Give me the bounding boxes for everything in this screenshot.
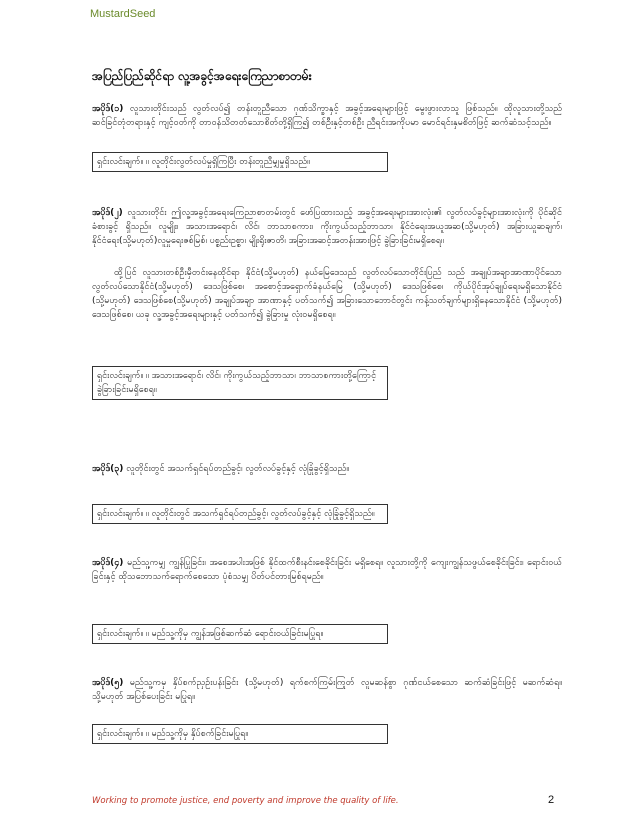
article-3 <box>92 462 562 476</box>
article-text: မည်သူ့ကမှ နှိပ်စက်ညှဉ်းပန်းခြင်း (သို့မဟုတ်) ရက်စက်ကြမ်းကြုတ် လူမဆန်စွာ ဂုဏ်ငယ်စေသော ဆက်ဆံခြင်းဖြင့် မဆက်ဆံရ။ သို့မဟုတ် အပြစ်ပေးခြင်း မပြုရ။ <box>92 678 562 702</box>
article-label: အပိုဒ်(၂) <box>92 208 123 218</box>
brand-logo-text: MustardSeed <box>90 8 156 20</box>
article-text: လူသားတိုင်း ဤလူ့အခွင့်အရေးကြေညာစာတမ်းတွင် ဖော်ပြထားသည့် အခွင့်အရေးများအားလုံး၏ လွတ်လပ်ခွင့်များအားလုံးကို ပိုင်ဆိုင်ခံစားခွင့် ရှိသည်။ လူမျိုး၊ အသားအရောင်၊ လိင်၊ ဘာသာစကား၊ ကိုးကွယ်သည့်ဘာသာ၊ နိုင်ငံရေးအယူအဆ(သို့မဟုတ်) အခြားယူဆချက်၊ နိုင်ငံရေး(သို့မဟုတ်)လူမှုရေးဇစ်မြစ်၊ ပစ္စည်းဥစ္စာ၊ မျိုးရိုးဇာတိ၊ အခြားအဆင့်အတန်းအားဖြင့် ခွဲခြားခြင်းမရှိစေရ။ <box>92 208 562 246</box>
article-text: လူတိုင်းတွင် အသက်ရှင်ရပ်တည်ခွင့်၊ လွတ်လပ်ခွင့်နှင့် လုံခြုံခွင့်ရှိသည်။ <box>126 464 350 474</box>
article-text: မည်သူ့ကမျှ ကျွန်ပြုခြင်း၊ အစေအပါးအဖြစ် နိုင်ထက်စီးနင်းစေခိုင်းခြင်း မရှိစေရ။ လူသားတို့ကို ကျေးကျွန်သဖွယ်စေခိုင်းခြင်း၊ ရောင်းဝယ်ခြင်းနှင့် ထိုသဘောသက်ရောက်စေသော ပုံစံသမျှ ပိတ်ပင်တားမြစ်ရမည်။ <box>92 558 562 582</box>
footer-tagline: Working to promote justice, end poverty and improve the quality of life. <box>92 796 399 806</box>
summary-box-3: ရှင်းလင်းချက်။ ။ လူတိုင်းတွင် အသက်ရှင်ရပ်တည်ခွင့်၊ လွတ်လပ်ခွင့်နှင့် လုံခြုံခွင့်ရှိသည်။ <box>92 504 388 524</box>
summary-box-2: ရှင်းလင်းချက်။ ။ အသားအရောင်၊ လိင်၊ ကိုးကွယ်သည့်ဘာသာ၊ ဘာသာစကားတို့ကြောင့် ခွဲခြားခြင်းမရှိစေရ။ <box>92 366 388 400</box>
article-label: အပိုဒ်(၅) <box>92 678 124 688</box>
article-label: အပိုဒ်(၁) <box>92 104 124 114</box>
page-number: 2 <box>548 794 555 806</box>
article-2 <box>92 206 562 248</box>
article-5 <box>92 676 562 704</box>
article-text: လူသားတိုင်းသည် လွတ်လပ်၍ တန်းတူညီသော ဂုဏ်သိက္ခာနှင့် အခွင့်အရေးများဖြင့် မွေးဖွားလာသူ ဖြစ်သည်။ ထိုလူသားတို့သည် ဆင်ခြင်တုံတရားနှင့် ကျင့်ဝတ်ကို တာဝန်သိတတ်သောစိတ်တို့ရှိကြ၍ တစ်ဦးနှင့်တစ်ဦး ညီရင်းအကိုပမာ မောင်ရင်းနှမစိတ်ဖြင့် ဆက်ဆံသင့်သည်။ <box>92 104 562 128</box>
summary-box-1: ရှင်းလင်းချက်။ ။ လူတိုင်းလွတ်လပ်မှုရှိကြပြီး တန်းတူညီမျှမှုရှိသည်။ <box>92 152 388 172</box>
summary-box-5: ရှင်းလင်းချက်။ ။ မည်သူ့ကိုမှ နှိပ်စက်ခြင်းမပြုရ။ <box>92 724 388 744</box>
summary-box-4: ရှင်းလင်းချက်။ ။ မည်သူ့ကိုမှ ကျွန်အဖြစ်ဆက်ဆံ ရောင်းဝယ်ခြင်းမပြုရ။ <box>92 624 388 644</box>
article-2-continued <box>92 266 562 322</box>
article-label: အပိုဒ်(၄) <box>92 558 124 568</box>
article-text: ထို့ပြင် လူသားတစ်ဦးမှီတင်းနေထိုင်ရာ နိုင်ငံ(သို့မဟုတ်) နယ်မြေဒေသည် လွတ်လပ်သောတိုင်းပြည် သည် အချုပ်အချာအာဏာပိုင်သော လွတ်လပ်သောနိုင်ငံ(သို့မဟုတ်) ဒေသဖြစ်စေ၊ အစောင့်အရှောက်ခံနယ်မြေ (သို့မဟုတ်) ဒေသဖြစ်စေ၊ ကိုယ်ပိုင်အုပ်ချုပ်ရေးမရှိသောနိုင်ငံ (သို့မဟုတ်) ဒေသဖြစ်စေ(သို့မဟုတ်) အချုပ်အချာ အာဏာနှင့် ပတ်သက်၍ အခြားသောဘောင်တွင်း ကန့်သတ်ချက်များရှိနေသောနိုင်ငံ (သို့မဟုတ်) ဒေသဖြစ်စေ၊ ယခု လူ့အခွင့်အရေးများနှင့် ပတ်သက်၍ ခွဲခြားမှု လုံးဝမရှိစေရ။ <box>92 268 562 320</box>
article-label: အပိုဒ်(၃) <box>92 464 124 474</box>
document-title: အပြည်ပြည်ဆိုင်ရာ လူ့အခွင့်အရေးကြေညာစာတမ်း <box>92 69 312 83</box>
article-1 <box>92 102 562 130</box>
article-4 <box>92 556 562 584</box>
